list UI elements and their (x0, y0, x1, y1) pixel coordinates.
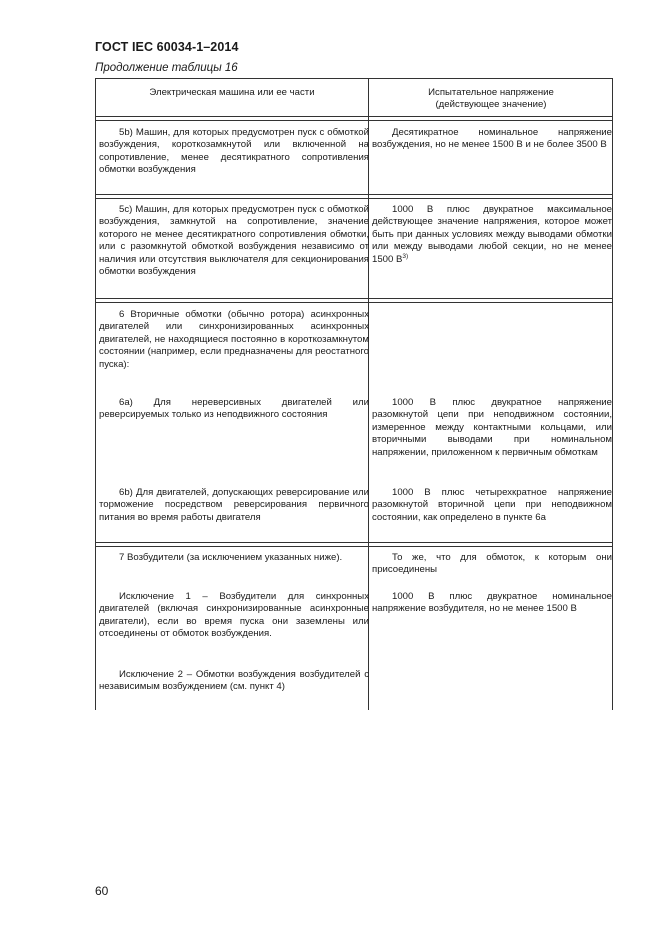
footnote-ref: 3) (402, 252, 409, 260)
row-5b-machine (99, 127, 369, 177)
row-divider-double (96, 302, 612, 303)
row-7-machine (99, 552, 369, 564)
row-divider-double (96, 546, 612, 547)
column-header-machine (96, 87, 368, 99)
row-5b-voltage-text: Десятикратное номинальное напряжение возбуждения, но не менее 1500 В и не более 3500 В (372, 127, 612, 151)
row-7-voltage (372, 552, 612, 577)
test-voltage-table (95, 78, 613, 710)
row-6b-machine (99, 487, 369, 524)
row-divider-double (96, 198, 612, 199)
row-7-exception2-text: Исключение 2 – Обмотки возбуждения возбудителей с независимым возбуждением (см. пункт 4) (99, 669, 369, 693)
row-5c-machine-text: 5c) Машин, для которых предусмотрен пуск с обмоткой возбуждения, замкнутой на сопротивление, значение которого не менее десятикратного сопротивления обмотки, или с разомкнутой обмоткой возбуждения независимо от наличия или отсутствия выключателя для секционирования обмотки возбуждения (99, 204, 369, 278)
row-6-intro-text: 6 Вторичные обмотки (обычно ротора) асинхронных двигателей или синхронизированных асинхронных двигателей, не находящиеся постоянно в короткозамкнутом состоянии (например, если предназначены для реостатного пуска): (99, 309, 369, 370)
row-7-exception1-text: Исключение 1 – Возбудители для синхронных двигателей (включая синхронизированные асинхронные двигатели), если во время пуска они заземлены или отсоединены от обмоток возбуждения. (99, 591, 369, 640)
row-7-exception1-voltage-text: 1000 В плюс двукратное номинальное напряжение возбудителя, но не менее 1500 В (372, 591, 612, 615)
document-code: ГОСТ IEC 60034-1–2014 (95, 40, 239, 54)
row-7-main-text: 7 Возбудители (за исключением указанных ниже). (119, 552, 343, 563)
row-7-main-voltage-text: То же, что для обмоток, к которым они присоединены (372, 552, 612, 576)
row-5c-voltage (372, 204, 612, 266)
page-number: 60 (95, 884, 109, 898)
row-5c-machine (99, 204, 369, 278)
row-divider (96, 194, 612, 195)
row-5c-voltage-text: 1000 В плюс двукратное максимальное действующее значение напряжения, которое может быть при данных условиях между выводами обмотки или между выводами любой секции, но не менее 1500 В (372, 204, 612, 265)
column-header-machine-text: Электрическая машина или ее части (149, 87, 315, 98)
row-6a-machine-text: 6a) Для нереверсивных двигателей или реверсируемых только из неподвижного состояния (99, 397, 369, 421)
row-6b-voltage-text: 1000 В плюс четырехкратное напряжение разомкнутой вторичной цепи при неподвижном состоянии, как определено в пункте 6а (372, 487, 612, 523)
row-6a-voltage (372, 397, 612, 459)
row-7-exception1-machine (99, 591, 369, 641)
column-header-voltage-line1: Испытательное напряжение (428, 87, 554, 98)
row-5b-machine-text: 5b) Машин, для которых предусмотрен пуск с обмоткой возбуждения, короткозамкнутой или включенной на сопротивление, менее десятикратного сопротивления обмотки возбуждения (99, 127, 369, 176)
column-header-voltage (369, 87, 613, 111)
row-6a-voltage-text: 1000 В плюс двукратное напряжение разомкнутой цепи при неподвижном состоянии, измеренное между контактными кольцами, или вторичными выводами при номинальном напряжении, приложенном к первичным обмоткам (372, 397, 612, 458)
row-divider (96, 298, 612, 299)
row-6b-machine-text: 6b) Для двигателей, допускающих реверсирование или торможение посредством реверсирования первичного питания во время работы двигателя (99, 487, 369, 523)
row-7-exception2-machine (99, 669, 369, 694)
header-divider-double (96, 120, 612, 121)
row-divider (96, 542, 612, 543)
header-divider (96, 116, 612, 117)
row-6b-voltage (372, 487, 612, 524)
row-7-exception1-voltage (372, 591, 612, 616)
row-6a-machine (99, 397, 369, 422)
table-continuation-caption: Продолжение таблицы 16 (95, 62, 238, 74)
row-5c-voltage-paragraph (372, 204, 612, 266)
column-header-voltage-line2: (действующее значение) (435, 99, 547, 110)
row-6-machine (99, 309, 369, 371)
row-5b-voltage (372, 127, 612, 152)
